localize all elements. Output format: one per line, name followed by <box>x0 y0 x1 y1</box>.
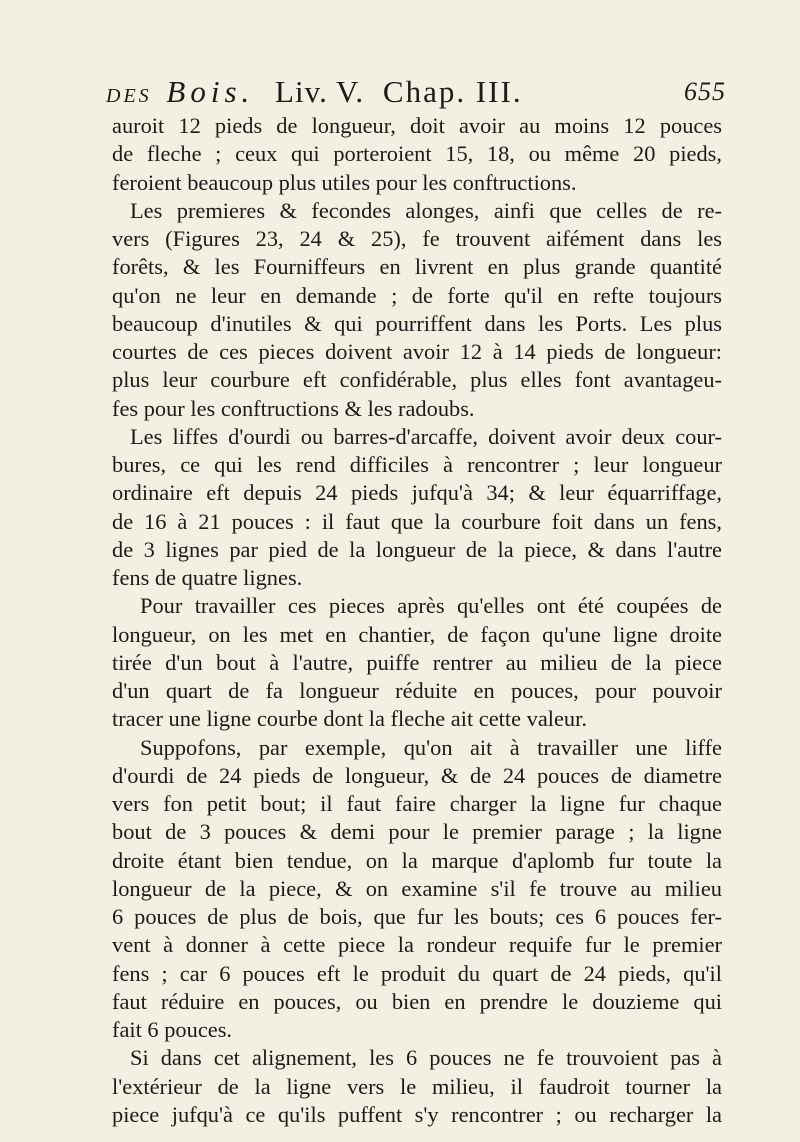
text-line: feroient beaucoup plus utiles pour les conftructions. <box>112 169 577 195</box>
text-line: fens ; car 6 pouces eft le produit du quart de 24 pieds, qu'il <box>112 960 722 986</box>
text-line: Les liffes d'ourdi ou barres-d'arcaffe, doivent avoir deux cour- <box>130 423 722 449</box>
text-line: courtes de ces pieces doivent avoir 12 à 14 pieds de longueur: <box>112 339 722 364</box>
text-line: plus leur courbure eft confidérable, plus elles font avantageu- <box>112 367 722 393</box>
text-line: vent à donner à cette piece la rondeur requife fur le premier <box>112 932 722 958</box>
text-line: fait 6 pouces. <box>112 1017 232 1042</box>
text-line: d'ourdi de 24 pieds de longueur, & de 24 pouces de diametre <box>112 762 722 788</box>
text-line: tracer une ligne courbe dont la fleche ait cette valeur. <box>112 706 587 732</box>
text-line: fes pour les conftructions & les radoubs. <box>112 395 475 421</box>
text-line: Si dans cet alignement, les 6 pouces ne fe trouvoient pas à <box>130 1045 722 1071</box>
text-line: fens de quatre lignes. <box>112 565 303 590</box>
text-line: de 16 à 21 pouces : il faut que la courbure foit dans un fens, <box>112 508 722 534</box>
text-line: de 3 lignes par pied de la longueur de la piece, & dans l'autre <box>112 536 722 562</box>
running-head-des: DES <box>106 85 152 107</box>
text-line: vers fon petit bout; il faut faire charger la ligne fur chaque <box>112 791 722 816</box>
text-line: forêts, & les Fourniffeurs en livrent en plus grande quantité <box>112 254 722 280</box>
text-line: droite étant bien tendue, on la marque d'aplomb fur toute la <box>112 847 722 873</box>
text-line: l'extérieur de la ligne vers le milieu, il faudroit tourner la <box>112 1073 722 1099</box>
text-line: longueur, on les met en chantier, de façon qu'une ligne droite <box>112 621 722 647</box>
running-head-chapitre: Chap. III. <box>382 74 523 109</box>
page-number: 655 <box>684 77 726 106</box>
text-line: vers (Figures 23, 24 & 25), fe trouvent aifément dans les <box>112 226 722 251</box>
text-line: ordinaire eft depuis 24 pieds jufqu'à 34; & leur équarriffage, <box>112 480 722 506</box>
text-line: piece jufqu'à ce qu'ils puffent s'y rencontrer ; ou recharger la <box>112 1101 722 1127</box>
text-line: 6 pouces de plus de bois, que fur les bouts; ces 6 pouces fer- <box>112 904 722 929</box>
text-line: beaucoup d'inutiles & qui pourriffent dans les Ports. Les plus <box>112 310 722 336</box>
text-line: d'un quart de fa longueur réduite en pouces, pour pouvoir <box>112 678 722 703</box>
running-head-bois: Bois. <box>166 74 255 109</box>
text-line: bures, ce qui les rend difficiles à rencontrer ; leur longueur <box>112 452 722 477</box>
text-line: auroit 12 pieds de longueur, doit avoir au moins 12 pouces <box>112 113 722 138</box>
text-line: faut réduire en pouces, ou bien en prendre le douzieme qui <box>112 988 722 1014</box>
body-text <box>112 112 722 1129</box>
text-line: bout de 3 pouces & demi pour le premier parage ; la ligne <box>112 819 722 845</box>
text-line: Les premieres & fecondes alonges, ainfi que celles de re- <box>130 197 722 223</box>
text-line: tirée d'un bout à l'autre, puiffe rentrer au milieu de la piece <box>112 649 722 675</box>
running-head <box>106 70 726 114</box>
running-head-livre: Liv. V. <box>275 74 365 109</box>
text-line: longueur de la piece, & on examine s'il fe trouve au milieu <box>112 875 722 901</box>
text-line: Suppofons, par exemple, qu'on ait à travailler une liffe <box>140 734 722 760</box>
text-line: Pour travailler ces pieces après qu'elles ont été coupées de <box>140 593 722 619</box>
text-line: de fleche ; ceux qui porteroient 15, 18, ou même 20 pieds, <box>112 141 722 167</box>
text-line: qu'on ne leur en demande ; de forte qu'il en refte toujours <box>112 282 722 308</box>
